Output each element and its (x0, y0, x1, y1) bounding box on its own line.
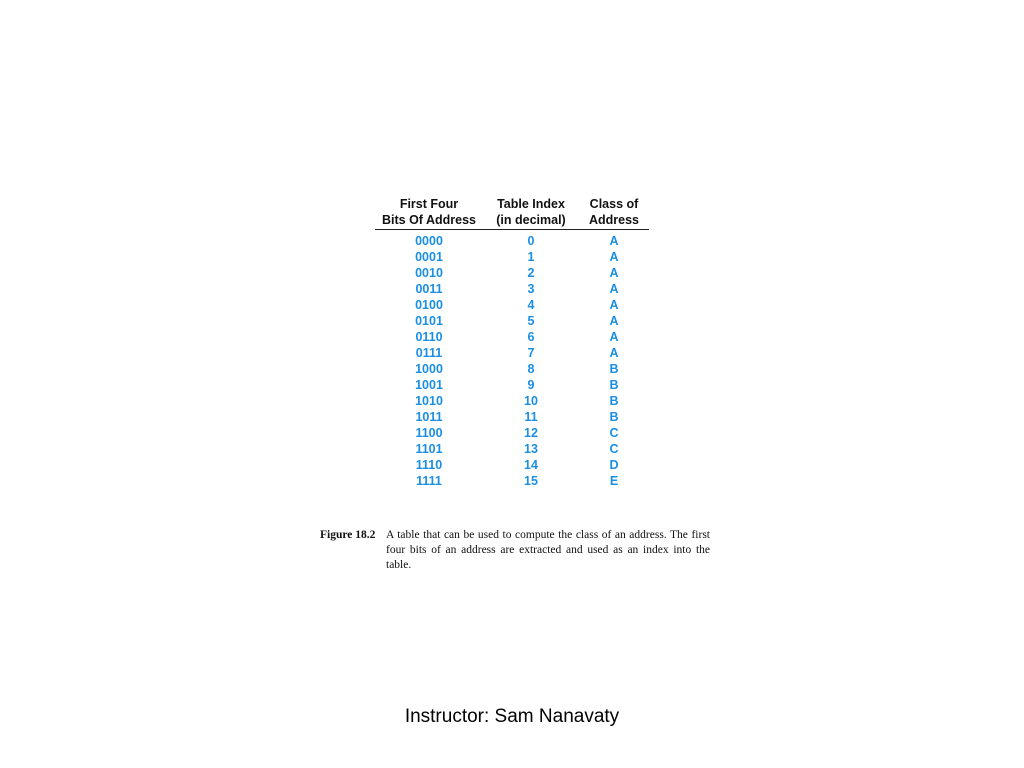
table-row (375, 361, 649, 377)
cell-bits: 0010 (415, 266, 443, 280)
figure-caption-text: A table that can be used to compute the class of an address. The first four bits of an address are extracted and used as an index into the table. (386, 529, 710, 571)
cell-class: D (609, 458, 619, 472)
cell-class: A (609, 314, 619, 328)
cell-class: B (609, 378, 619, 392)
cell-bits: 0111 (415, 346, 443, 360)
table-row (375, 377, 649, 393)
cell-bits: 1010 (415, 394, 443, 408)
cell-bits: 1101 (415, 442, 443, 456)
cell-index: 14 (524, 458, 538, 472)
cell-class: E (609, 474, 619, 488)
cell-index: 10 (524, 394, 538, 408)
cell-bits: 0101 (415, 314, 443, 328)
cell-class: C (609, 426, 619, 440)
table-row (375, 249, 649, 265)
cell-class: C (609, 442, 619, 456)
header-table-index: Table Index (in decimal) (496, 197, 566, 227)
cell-index: 13 (524, 442, 538, 456)
cell-index: 1 (527, 250, 535, 264)
table-row (375, 281, 649, 297)
cell-bits: 0001 (415, 250, 443, 264)
cell-bits: 0110 (415, 330, 443, 344)
cell-class: B (609, 410, 619, 424)
cell-class: A (609, 346, 619, 360)
cell-index: 3 (527, 282, 535, 296)
table-row (375, 313, 649, 329)
cell-bits: 0100 (415, 298, 443, 312)
table-row (375, 473, 649, 489)
table-row (375, 457, 649, 473)
table-row (375, 265, 649, 281)
table-row (375, 409, 649, 425)
cell-class: A (609, 266, 619, 280)
cell-bits: 1000 (415, 362, 443, 376)
table-row (375, 425, 649, 441)
table-row (375, 441, 649, 457)
table-row (375, 393, 649, 409)
cell-bits: 1001 (415, 378, 443, 392)
cell-index: 7 (527, 346, 535, 360)
cell-bits: 0000 (415, 234, 443, 248)
instructor-footer: Instructor: Sam Nanavaty (404, 706, 620, 727)
cell-bits: 0011 (415, 282, 443, 296)
cell-index: 15 (524, 474, 538, 488)
table-row (375, 233, 649, 249)
table-row (375, 297, 649, 313)
cell-bits: 1110 (415, 458, 443, 472)
address-class-table (375, 196, 649, 489)
table-row (375, 329, 649, 345)
cell-index: 5 (527, 314, 535, 328)
cell-index: 2 (527, 266, 535, 280)
cell-index: 8 (527, 362, 535, 376)
figure-caption (320, 528, 710, 573)
cell-class: A (609, 330, 619, 344)
cell-bits: 1011 (415, 410, 443, 424)
figure-label: Figure 18.2 (320, 529, 376, 541)
table-header (375, 196, 649, 230)
cell-index: 12 (524, 426, 538, 440)
cell-index: 0 (527, 234, 535, 248)
cell-bits: 1111 (416, 474, 442, 488)
cell-class: B (609, 394, 619, 408)
table-body (375, 233, 649, 489)
cell-class: A (609, 234, 619, 248)
cell-index: 4 (527, 298, 535, 312)
cell-index: 6 (527, 330, 535, 344)
cell-index: 9 (527, 378, 535, 392)
header-class-of-address: Class of Address (588, 197, 640, 227)
cell-class: A (609, 298, 619, 312)
cell-class: B (609, 362, 619, 376)
cell-index: 11 (524, 410, 538, 424)
table-row (375, 345, 649, 361)
cell-class: A (609, 250, 619, 264)
cell-bits: 1100 (415, 426, 443, 440)
header-first-four-bits: First Four Bits Of Address (381, 197, 476, 227)
cell-class: A (609, 282, 619, 296)
